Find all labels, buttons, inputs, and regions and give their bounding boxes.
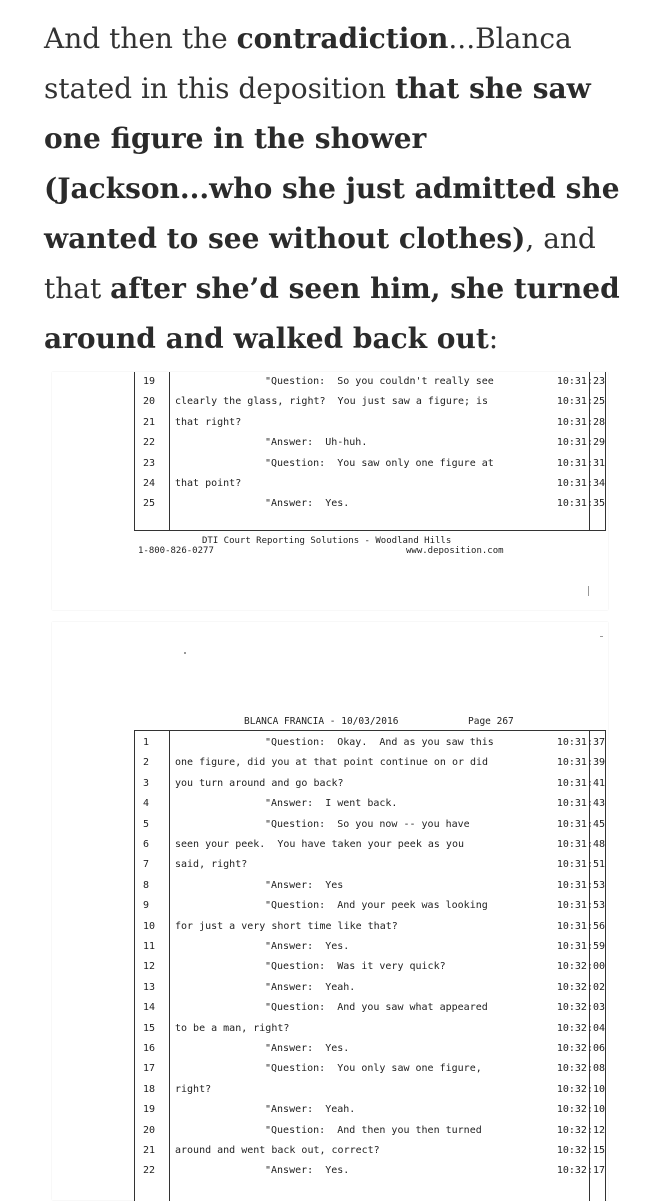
transcript-scan-page-1 <box>52 372 608 610</box>
line-number: 22 <box>143 437 156 449</box>
transcript-line <box>135 1100 605 1120</box>
timestamp: 10:31:31 <box>556 457 605 469</box>
transcript-line <box>135 454 605 474</box>
timestamp: 10:31:23 <box>556 376 605 387</box>
transcript-table-page-1 <box>134 372 606 531</box>
transcript-text: right? <box>175 1083 212 1095</box>
timestamp: 10:31:34 <box>556 478 605 489</box>
transcript-line <box>135 433 605 453</box>
transcript-table-page-2 <box>134 730 606 1201</box>
transcript-text: that right? <box>175 416 242 428</box>
line-number: 20 <box>143 396 156 408</box>
timestamp: 10:32:10 <box>556 1104 605 1116</box>
line-number: 4 <box>143 798 150 810</box>
line-number: 11 <box>143 941 156 952</box>
timestamp: 10:32:03 <box>556 1002 605 1014</box>
transcript-line <box>135 876 605 896</box>
transcript-text: you turn around and go back? <box>175 777 344 789</box>
transcript-text: "Question: Okay. And as you saw this <box>265 737 494 748</box>
transcript-line <box>135 753 605 773</box>
line-number: 25 <box>143 498 156 510</box>
intro-bold: that she saw one figure in the shower (Jackson...who she just admitted she wanted to see without clothes) <box>44 72 620 255</box>
line-number: 24 <box>143 478 156 489</box>
timestamp: 10:31:48 <box>556 839 605 850</box>
line-number: 10 <box>143 920 156 932</box>
transcript-text: "Answer: I went back. <box>265 798 398 810</box>
transcript-text: "Question: So you couldn't really see <box>265 376 494 387</box>
transcript-text: "Question: You saw only one figure at <box>265 457 494 469</box>
transcript-text: "Answer: Yes. <box>265 498 350 510</box>
timestamp: 10:32:02 <box>556 981 605 993</box>
transcript-text: "Question: So you now -- you have <box>265 818 470 830</box>
transcript-text: that point? <box>175 478 242 489</box>
timestamp: 10:32:10 <box>556 1083 605 1095</box>
timestamp: 10:32:04 <box>556 1022 605 1034</box>
transcript-line <box>135 835 605 855</box>
transcript-line <box>135 957 605 977</box>
timestamp: 10:31:45 <box>556 818 605 830</box>
transcript-line <box>135 774 605 794</box>
timestamp: 10:31:39 <box>556 757 605 769</box>
timestamp: 10:32:00 <box>556 961 605 973</box>
transcript-text: around and went back out, correct? <box>175 1145 380 1156</box>
intro-text: , and that <box>44 222 596 305</box>
transcript-line <box>135 998 605 1018</box>
timestamp: 10:31:43 <box>556 798 605 810</box>
transcript-line <box>135 1080 605 1100</box>
line-number: 13 <box>143 981 156 993</box>
timestamp: 10:31:41 <box>556 777 605 789</box>
line-number: 16 <box>143 1043 156 1054</box>
timestamp: 10:32:17 <box>556 1165 605 1177</box>
footer-web: www.deposition.com <box>406 546 504 556</box>
transcript-line <box>135 1161 605 1181</box>
line-number: 18 <box>143 1083 156 1095</box>
line-number: 7 <box>143 859 150 871</box>
transcript-line <box>135 1059 605 1079</box>
timestamp: 10:32:08 <box>556 1063 605 1075</box>
line-number: 20 <box>143 1124 156 1136</box>
line-number: 5 <box>143 818 150 830</box>
transcript-text: clearly the glass, right? You just saw a figure; is <box>175 396 489 408</box>
line-number: 15 <box>143 1022 156 1034</box>
line-number: 3 <box>143 777 150 789</box>
transcript-text: "Answer: Uh-huh. <box>265 437 368 449</box>
transcript-line <box>135 494 605 514</box>
transcript-text: "Answer: Yes. <box>265 1165 350 1177</box>
line-number: 19 <box>143 376 156 387</box>
timestamp: 10:31:51 <box>556 859 605 871</box>
transcript-text: "Question: Was it very quick? <box>265 961 446 973</box>
line-number: 6 <box>143 839 150 850</box>
transcript-text: seen your peek. You have taken your peek as you <box>175 839 464 850</box>
intro-text: And then the <box>44 22 237 55</box>
transcript-header-name: BLANCA FRANCIA - 10/03/2016 <box>244 716 399 727</box>
line-number: 14 <box>143 1002 156 1014</box>
footer-phone: 1-800-826-0277 <box>138 546 214 556</box>
transcript-text: "Answer: Yeah. <box>265 1104 356 1116</box>
line-number: 17 <box>143 1063 156 1075</box>
intro-text: : <box>488 322 499 355</box>
timestamp: 10:32:15 <box>556 1145 605 1156</box>
transcript-line <box>135 474 605 494</box>
transcript-text: "Answer: Yeah. <box>265 981 356 993</box>
timestamp: 10:31:28 <box>556 416 605 428</box>
intro-bold: contradiction <box>236 22 449 55</box>
line-number: 12 <box>143 961 156 973</box>
transcript-text: "Question: And you saw what appeared <box>265 1002 488 1014</box>
line-number: 22 <box>143 1165 156 1177</box>
footer-company: DTI Court Reporting Solutions - Woodland Hills <box>202 536 452 546</box>
transcript-line <box>135 1019 605 1039</box>
transcript-text: "Question: And your peek was looking <box>265 900 488 912</box>
timestamp: 10:31:53 <box>556 879 605 891</box>
transcript-line <box>135 1141 605 1161</box>
line-number: 1 <box>143 737 150 748</box>
transcript-text: "Question: You only saw one figure, <box>265 1063 482 1075</box>
timestamp: 10:31:25 <box>556 396 605 408</box>
transcript-line <box>135 855 605 875</box>
transcript-line <box>135 978 605 998</box>
timestamp: 10:31:37 <box>556 737 605 748</box>
timestamp: 10:31:35 <box>556 498 605 510</box>
transcript-line <box>135 372 605 392</box>
transcript-line <box>135 896 605 916</box>
transcript-line <box>135 392 605 412</box>
timestamp: 10:31:29 <box>556 437 605 449</box>
timestamp: 10:31:53 <box>556 900 605 912</box>
transcript-line <box>135 733 605 753</box>
line-number: 23 <box>143 457 156 469</box>
line-number: 21 <box>143 416 156 428</box>
intro-paragraph <box>44 14 634 364</box>
transcript-scan-page-2 <box>52 622 608 1200</box>
timestamp: 10:32:06 <box>556 1043 605 1054</box>
transcript-text: one figure, did you at that point continue on or did <box>175 757 489 769</box>
timestamp: 10:32:12 <box>556 1124 605 1136</box>
transcript-text: "Question: And then you then turned <box>265 1124 482 1136</box>
timestamp: 10:31:59 <box>556 941 605 952</box>
line-number: 9 <box>143 900 150 912</box>
transcript-line <box>135 794 605 814</box>
transcript-text: to be a man, right? <box>175 1022 290 1034</box>
intro-text: ...Blanca stated in this deposition <box>44 22 572 105</box>
intro-bold: after she’d seen him, she turned around and walked back out <box>44 272 620 355</box>
transcript-line <box>135 413 605 433</box>
transcript-text: "Answer: Yes. <box>265 1043 350 1054</box>
line-number: 21 <box>143 1145 156 1156</box>
transcript-text: "Answer: Yes <box>265 879 344 891</box>
transcript-line <box>135 917 605 937</box>
transcript-text: for just a very short time like that? <box>175 920 398 932</box>
transcript-line <box>135 1121 605 1141</box>
transcript-line <box>135 937 605 957</box>
line-number: 2 <box>143 757 150 769</box>
timestamp: 10:31:56 <box>556 920 605 932</box>
transcript-line <box>135 1039 605 1059</box>
line-number: 8 <box>143 879 150 891</box>
transcript-text: said, right? <box>175 859 248 871</box>
transcript-header-page: Page 267 <box>468 716 514 727</box>
transcript-text: "Answer: Yes. <box>265 941 350 952</box>
line-number: 19 <box>143 1104 156 1116</box>
transcript-line <box>135 815 605 835</box>
